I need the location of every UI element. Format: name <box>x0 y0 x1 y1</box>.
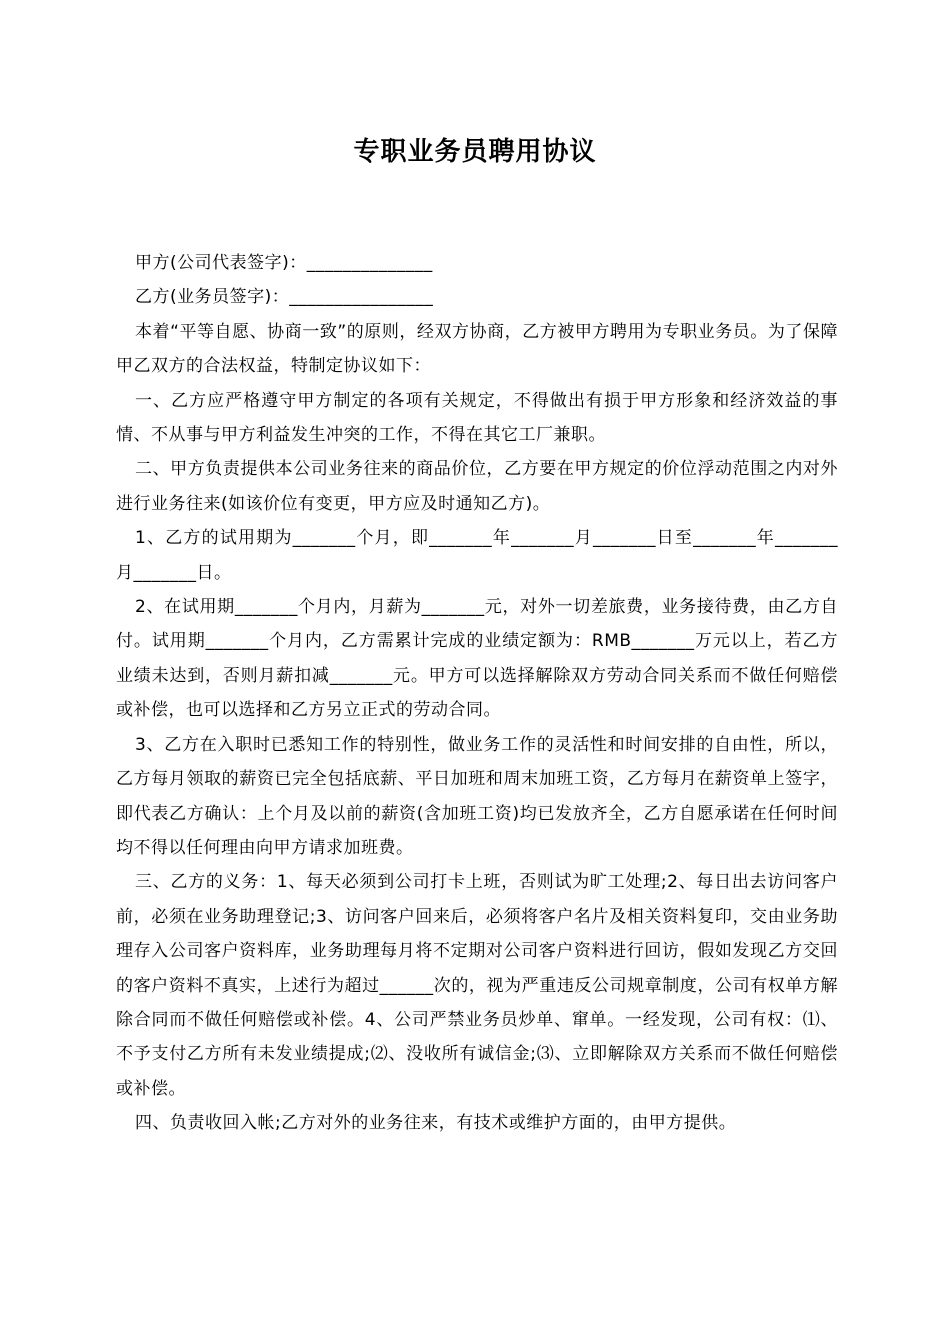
preamble-paragraph: 本着“平等自愿、协商一致”的原则，经双方协商，乙方被甲方聘用为专职业务员。为了保障甲乙双方的合法权益，特制定协议如下： <box>116 321 838 377</box>
overtime-paragraph: 3、乙方在入职时已悉知工作的特别性，做业务工作的灵活性和时间安排的自由性，所以，乙方每月领取的薪资已完全包括底薪、平日加班和周末加班工资，乙方每月在薪资单上签字，即代表乙方确认：上个月及以前的薪资(含加班工资)均已发放齐全，乙方自愿承诺在任何时间均不得以任何理由向甲方请求加班费。 <box>116 734 838 858</box>
document-body <box>116 246 838 1141</box>
probation-period-paragraph: 1、乙方的试用期为_______个月，即_______年_______月_______日至_______年_______月_______日。 <box>116 528 838 583</box>
party-b-signature-line: 乙方(业务员签字)：________________ <box>135 287 434 308</box>
clause-2-paragraph: 二、甲方负责提供本公司业务往来的商品价位，乙方要在甲方规定的价位浮动范围之内对外进行业务往来(如该价位有变更，甲方应及时通知乙方)。 <box>116 459 838 514</box>
document-title: 专职业务员聘用协议 <box>353 137 597 167</box>
clause-3-obligations-paragraph: 三、乙方的义务：1、每天必须到公司打卡上班，否则试为旷工处理;2、每日出去访问客户前，必须在业务助理登记;3、访问客户回来后，必须将客户名片及相关资料复印，交由业务助理存入公司客户资料库，业务助理每月将不定期对公司客户资料进行回访，假如发现乙方交回的客户资料不真实，上述行为超过______次的，视为严重违反公司规章制度，公司有权单方解除合同而不做任何赔偿或补偿。4、公司严禁业务员炒单、窜单。一经发现，公司有权：⑴、不予支付乙方所有未发业绩提成;⑵、没收所有诚信金;⑶、立即解除双方关系而不做任何赔偿或补偿。 <box>116 872 838 1099</box>
clause-4-paragraph: 四、负责收回入帐;乙方对外的业务往来，有技术或维护方面的，由甲方提供。 <box>135 1113 737 1134</box>
clause-1-paragraph: 一、乙方应严格遵守甲方制定的各项有关规定，不得做出有损于甲方形象和经济效益的事情、不从事与甲方利益发生冲突的工作，不得在其它工厂兼职。 <box>116 390 838 446</box>
salary-paragraph: 2、在试用期_______个月内，月薪为_______元，对外一切差旅费，业务接待费，由乙方自付。试用期_______个月内，乙方需累计完成的业绩定额为：RMB_______万元以上，若乙方业绩未达到，否则月薪扣减_______元。甲方可以选择解除双方劳动合同关系而不做任何赔偿或补偿，也可以选择和乙方另立正式的劳动合同。 <box>116 597 838 721</box>
party-a-signature-line: 甲方(公司代表签字)：______________ <box>135 253 433 273</box>
